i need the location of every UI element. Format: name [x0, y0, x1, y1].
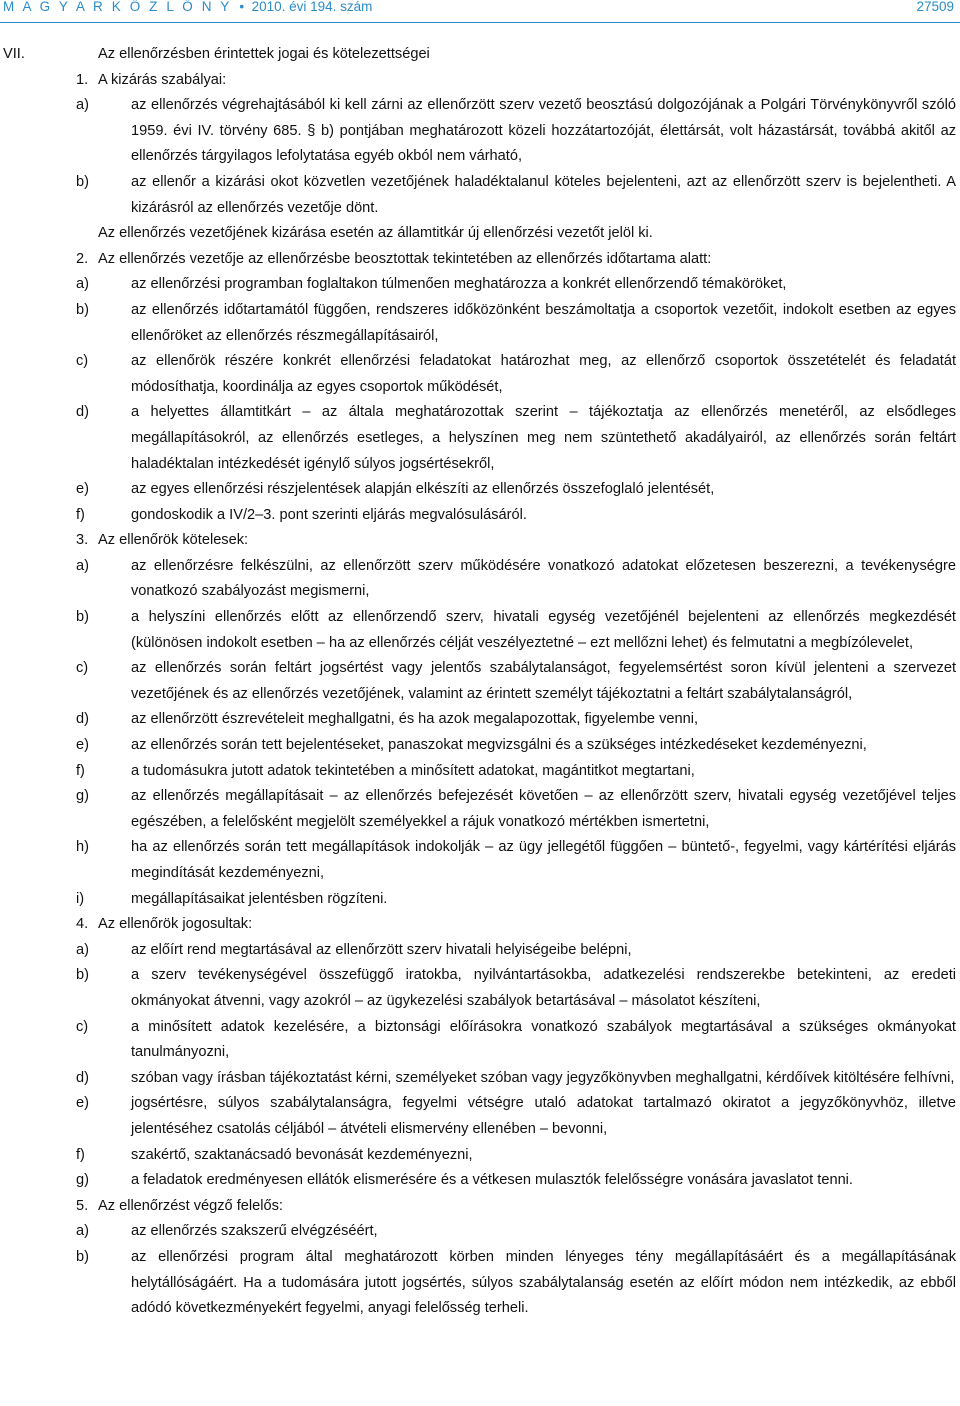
- list-item: [0, 477, 960, 503]
- section-note: [0, 221, 960, 247]
- list-item-label: d): [76, 404, 89, 421]
- list-item-text: szóban vagy írásban tájékoztatást kérni, személyeket szóban vagy jegyzőkönyvben meghallgatni, kérdőívek kitöltésére felhívni,: [131, 1069, 955, 1086]
- list-item-text: ha az ellenőrzés során tett megállapítások indokolják – az ügy jellegétől függően – büntető-, fegyelmi, vagy kártérítési eljárás megindítását kezdeményezni,: [131, 839, 956, 881]
- list-item: [0, 93, 960, 170]
- list-item-text: gondoskodik a IV/2–3. pont szerinti eljárás megvalósulásáról.: [131, 506, 527, 523]
- list-item: [0, 759, 960, 785]
- list-item: [0, 1219, 960, 1245]
- list-item: [0, 733, 960, 759]
- list-item: [0, 1143, 960, 1169]
- list-item-label: a): [76, 557, 89, 574]
- list-item: [0, 1091, 960, 1142]
- section-title: Az ellenőrzésben érintettek jogai és kötelezettségei: [98, 46, 430, 62]
- list-item-label: f): [76, 762, 85, 779]
- list-item-label: c): [76, 353, 89, 370]
- list-item-label: d): [76, 711, 89, 728]
- journal-name: M A G Y A R K Ö Z L Ö N Y: [3, 0, 232, 14]
- list-item-label: a): [76, 97, 89, 114]
- list-item-text: a tudomásukra jutott adatok tekintetében a minősített adatokat, magántitkot megtartani,: [131, 762, 695, 779]
- list-item-label: e): [76, 737, 89, 754]
- list-item-text: az előírt rend megtartásával az ellenőrzött szerv hivatali helyiségeibe belépni,: [131, 941, 632, 958]
- list-item: [0, 400, 960, 477]
- list-item-label: g): [76, 788, 89, 805]
- list-item: [0, 1245, 960, 1322]
- list-item-label: h): [76, 839, 89, 856]
- list-item: [0, 656, 960, 707]
- numbered-heading: [0, 1194, 960, 1220]
- list-item-label: f): [76, 506, 85, 523]
- list-item-label: g): [76, 1172, 89, 1189]
- list-item: [0, 1168, 960, 1194]
- list-item: [0, 503, 960, 529]
- list-item-label: b): [76, 1248, 89, 1265]
- list-item-text: az ellenőr a kizárási okot közvetlen vezetőjének haladéktalanul köteles bejelenteni, azt az ellenőrzött szerv is bejelentheti. A kizárásról az ellenőrzés vezetője dönt.: [131, 173, 956, 216]
- section-label: VII.: [3, 46, 25, 62]
- list-item-text: az ellenőrzés során tett bejelentéseket, panaszokat megvizsgálni és a szükséges intézkedéseket kezdeményezni,: [131, 737, 867, 754]
- list-item-text: az ellenőrzés szakszerű elvégzéséért,: [131, 1223, 378, 1240]
- numbered-heading: [0, 912, 960, 938]
- numbered-label: 1.: [76, 71, 89, 88]
- numbered-heading: [0, 247, 960, 273]
- list-item-text: az ellenőrzés végrehajtásából ki kell zárni az ellenőrzött szerv vezető beosztású dolgozójának a Polgári Törvénykönyvről szóló 1959. évi IV. törvény 685. § b) pontjában meghatározott közeli hozzátartozóját, élettársát, volt házastársát, továbbá akitől az ellenőrzés tárgyilagos lefolytatása egyéb okból nem várható,: [131, 97, 956, 165]
- numbered-title: Az ellenőrzés vezetője az ellenőrzésbe beosztottak tekintetében az ellenőrzés időtartama alatt:: [98, 250, 712, 267]
- list-item: [0, 1015, 960, 1066]
- journal-header: [3, 0, 372, 14]
- list-item-label: d): [76, 1069, 89, 1086]
- list-item-text: az ellenőrzésre felkészülni, az ellenőrzött szerv működésére vonatkozó adatokat előzetesen beszerezni, a tevékenységre vonatkozó szabályozást megismerni,: [131, 557, 956, 600]
- note-text: Az ellenőrzés vezetőjének kizárása esetén az államtitkár új ellenőrzési vezetőt jelöl ki.: [98, 225, 653, 242]
- list-item: [0, 349, 960, 400]
- list-item: [0, 170, 960, 221]
- list-item-text: a helyszíni ellenőrzés előtt az ellenőrzendő szerv, hivatali egység vezetőjénél bejelenteni az ellenőrzés megkezdését (különösen indokolt esetben – ha az ellenőrzés célját veszélyeztetné – ezt mellőzni lehet) és felmutatni a megbízólevelet,: [131, 609, 956, 651]
- list-item-label: a): [76, 276, 89, 293]
- list-item-label: c): [76, 1018, 89, 1035]
- list-item: [0, 963, 960, 1014]
- numbered-label: 2.: [76, 250, 89, 267]
- numbered-sections: [0, 68, 960, 1322]
- list-item-text: a minősített adatok kezelésére, a biztonsági előírásokra vonatkozó szabályok megtartásával a szükséges okmányokat tanulmányozni,: [131, 1018, 956, 1061]
- list-item: [0, 554, 960, 605]
- list-item-label: i): [76, 890, 85, 907]
- list-item-label: b): [76, 301, 89, 318]
- list-item-text: az ellenőrzött észrevételeit meghallgatni, és ha azok megalapozottak, figyelembe venni,: [131, 711, 699, 728]
- numbered-title: Az ellenőrök kötelesek:: [98, 532, 249, 549]
- list-item-text: az ellenőrzési program által meghatározott körben minden lényeges tény megállapításáért és a megállapításának helytállóságáért. Ha a tudomására jutott jogsértés, súlyos szabálytalanság esetén az előírt módon nem intézkedik, az ebből adódó következményekért fegyelmi, anyagi felelősség terheli.: [131, 1248, 956, 1317]
- list-item-text: az ellenőrzés megállapításait – az ellenőrzés befejezését követően – az ellenőrzött szerv, hivatali egység vezetőjével teljes egészében, a felelősként megjelölt személyekkel a rájuk vonatkozó mértékben ismertetni,: [131, 788, 956, 830]
- numbered-title: A kizárás szabályai:: [98, 71, 227, 88]
- list-item: [0, 707, 960, 733]
- list-item-text: a feladatok eredményesen ellátók elismerésére és a vétkesen mulasztók felelősségre vonására javaslatot tenni.: [131, 1172, 853, 1189]
- list-item-label: e): [76, 481, 89, 498]
- header-bullet: •: [239, 0, 245, 14]
- list-item-label: c): [76, 660, 89, 677]
- numbered-heading: [0, 68, 960, 94]
- list-item-text: az egyes ellenőrzési részjelentések alapján elkészíti az ellenőrzés összefoglaló jelentését,: [131, 481, 715, 498]
- list-item-label: b): [76, 609, 89, 626]
- list-item-text: az ellenőrzés során feltárt jogsértést vagy jelentős szabálytalanságot, fegyelemsértést soron kívül jelenteni a szervezet vezetőjének és az ellenőrzés vezetőjének, valamint az érintett személyt tájékoztatni a feltárt szabálytalanságról,: [131, 660, 956, 702]
- list-item-text: jogsértésre, súlyos szabálytalanságra, fegyelmi vétségre utaló adatokat tartalmazó okiratot a jegyzőkönyvhöz, illetve jelentéséhez csatolás céljából – átvételi elismervény ellenében – bevonni,: [131, 1095, 956, 1137]
- list-item-text: a szerv tevékenységével összefüggő iratokba, nyilvántartásokba, adatkezelési rendszerekbe betekinteni, az eredeti okmányokat átvenni, vagy azokról – az ügykezelési szabályok betartásával – másolatot készíteni,: [131, 967, 956, 1009]
- list-item-label: b): [76, 173, 89, 190]
- list-item: [0, 784, 960, 835]
- list-item: [0, 272, 960, 298]
- list-item: [0, 835, 960, 886]
- page-header: [0, 0, 960, 18]
- list-item: [0, 1066, 960, 1092]
- page-number: 27509: [916, 0, 954, 14]
- numbered-label: 5.: [76, 1197, 89, 1214]
- list-item: [0, 887, 960, 913]
- list-item-text: szakértő, szaktanácsadó bevonását kezdeményezni,: [131, 1146, 473, 1163]
- header-rule: [0, 22, 960, 23]
- list-item-label: b): [76, 967, 89, 984]
- list-item-label: a): [76, 1223, 89, 1240]
- list-item-label: a): [76, 941, 89, 958]
- list-item-label: f): [76, 1146, 85, 1163]
- list-item-label: e): [76, 1095, 89, 1112]
- numbered-title: Az ellenőrzést végző felelős:: [98, 1197, 283, 1214]
- list-item-text: megállapításaikat jelentésben rögzíteni.: [131, 890, 388, 907]
- numbered-heading: [0, 528, 960, 554]
- document-body: [0, 42, 960, 1322]
- numbered-label: 4.: [76, 916, 89, 933]
- list-item: [0, 938, 960, 964]
- issue-label: 2010. évi 194. szám: [251, 0, 373, 14]
- list-item-text: a helyettes államtitkárt – az általa meghatározottak szerint – tájékoztatja az ellenőrzés menetéről, az elsődleges megállapításokról, az ellenőrzés esetleges, a helyszínen meg nem szüntethető akadályairól, az ellenőrzés során feltárt haladéktalan intézkedését igénylő súlyos jogsértésekről,: [131, 404, 956, 472]
- list-item-text: az ellenőrzési programban foglaltakon túlmenően meghatározza a konkrét ellenőrzendő témaköröket,: [131, 276, 787, 293]
- list-item-text: az ellenőrzés időtartamától függően, rendszeres időközönként beszámoltatja a csoportok vezetőit, indokolt esetben az egyes ellenőröket az ellenőrzés részmegállapításairól,: [131, 301, 956, 344]
- list-item-text: az ellenőrök részére konkrét ellenőrzési feladatokat határozhat meg, az ellenőrző csoportok összetételét és feladatát módosíthatja, koordinálja az egyes csoportok működését,: [131, 353, 956, 395]
- numbered-title: Az ellenőrök jogosultak:: [98, 916, 253, 933]
- list-item: [0, 605, 960, 656]
- list-item: [0, 298, 960, 349]
- numbered-label: 3.: [76, 532, 89, 549]
- section-heading: [0, 42, 960, 68]
